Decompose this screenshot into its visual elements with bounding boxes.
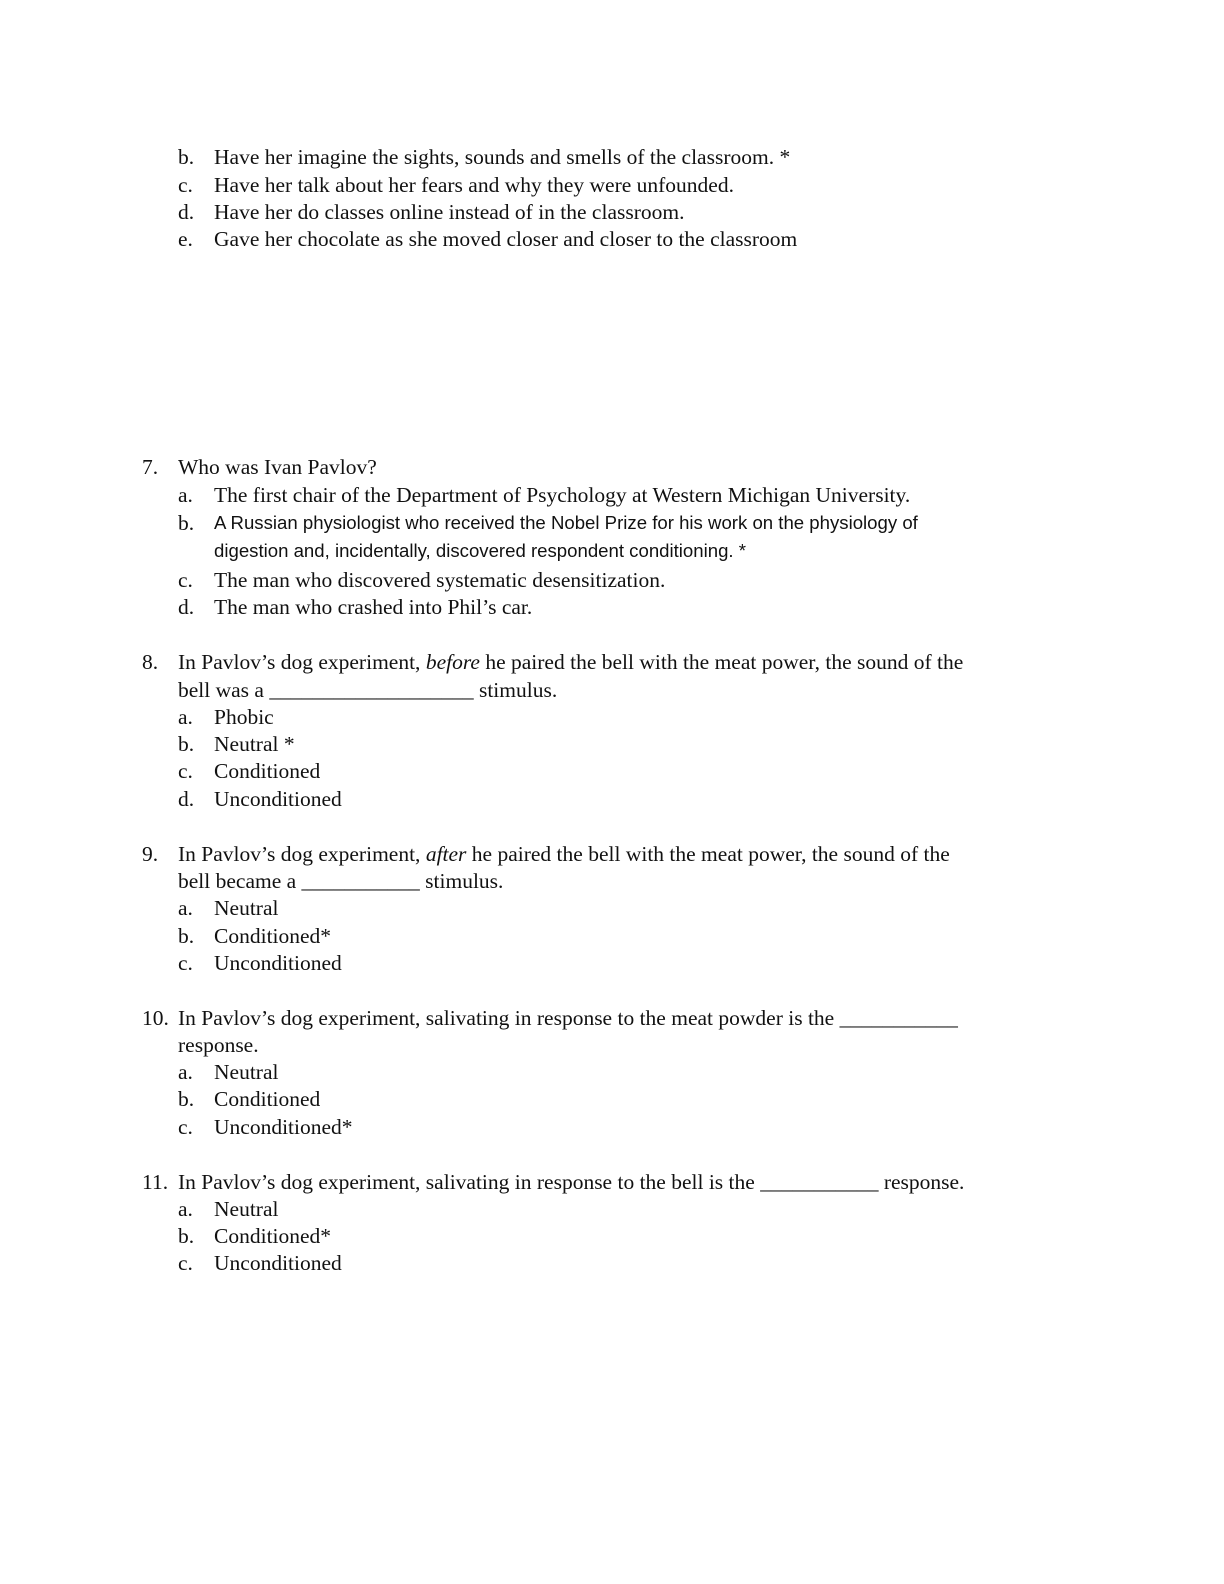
option-text: Unconditioned xyxy=(214,1251,342,1275)
stem-text: he paired the bell with the meat power, the sound of the xyxy=(466,842,950,866)
option-letter: b. xyxy=(178,1224,195,1248)
question-number: 10. xyxy=(142,1006,169,1030)
question-stem xyxy=(178,650,963,674)
option-letter: a. xyxy=(178,1060,193,1084)
option-letter: b. xyxy=(178,145,195,169)
option-letter: d. xyxy=(178,595,195,619)
option-text: The man who crashed into Phil’s car. xyxy=(214,595,533,619)
stem-emphasis: before xyxy=(425,650,480,674)
option-text: Conditioned* xyxy=(214,924,332,948)
option-letter: c. xyxy=(178,1115,193,1139)
option-text: Neutral xyxy=(214,896,279,920)
option-letter: c. xyxy=(178,1251,193,1275)
option-letter: c. xyxy=(178,759,193,783)
option-text: Unconditioned xyxy=(214,787,342,811)
option-letter: a. xyxy=(178,483,193,507)
option-text: The first chair of the Department of Psychology at Western Michigan University. xyxy=(214,483,911,507)
option-text: The man who discovered systematic desensitization. xyxy=(214,568,666,592)
option-text: Have her do classes online instead of in the classroom. xyxy=(214,200,685,224)
option-letter: b. xyxy=(178,1087,195,1111)
question-stem xyxy=(178,842,950,866)
option-letter: a. xyxy=(178,705,193,729)
question-stem: In Pavlov’s dog experiment, salivating in response to the meat powder is the ___________ xyxy=(178,1006,958,1030)
question-stem: Who was Ivan Pavlov? xyxy=(178,455,377,479)
option-text: Unconditioned xyxy=(214,951,342,975)
option-letter: d. xyxy=(178,787,195,811)
question-number: 8. xyxy=(142,650,159,674)
question-stem-continued: response. xyxy=(178,1033,259,1057)
option-letter: c. xyxy=(178,568,193,592)
option-letter: b. xyxy=(178,924,195,948)
option-text: Unconditioned* xyxy=(214,1115,353,1139)
question-number: 7. xyxy=(142,455,159,479)
option-text: Conditioned xyxy=(214,1087,321,1111)
option-letter: a. xyxy=(178,1197,193,1221)
question-stem-continued: bell was a ___________________ stimulus. xyxy=(178,678,558,702)
option-text: A Russian physiologist who received the Nobel Prize for his work on the physiology of xyxy=(214,512,918,533)
option-text: Conditioned* xyxy=(214,1224,332,1248)
option-text: Neutral * xyxy=(214,732,295,756)
option-text: Neutral xyxy=(214,1197,279,1221)
stem-emphasis: after xyxy=(425,842,467,866)
question-number: 11. xyxy=(142,1170,169,1194)
question-number: 9. xyxy=(142,842,159,866)
option-letter: b. xyxy=(178,511,195,535)
option-letter: a. xyxy=(178,896,193,920)
option-text: Have her talk about her fears and why they were unfounded. xyxy=(214,173,734,197)
option-text: Neutral xyxy=(214,1060,279,1084)
option-letter: c. xyxy=(178,173,193,197)
option-text: Have her imagine the sights, sounds and smells of the classroom. * xyxy=(214,145,791,169)
option-letter: e. xyxy=(178,227,193,251)
stem-text: he paired the bell with the meat power, the sound of the xyxy=(479,650,964,674)
option-text: Phobic xyxy=(214,705,274,729)
option-letter: d. xyxy=(178,200,195,224)
option-letter: b. xyxy=(178,732,195,756)
stem-text: In Pavlov’s dog experiment, xyxy=(178,650,426,674)
option-text: Gave her chocolate as she moved closer and closer to the classroom xyxy=(214,227,798,251)
option-letter: c. xyxy=(178,951,193,975)
question-stem-continued: bell became a ___________ stimulus. xyxy=(178,869,504,893)
stem-text: In Pavlov’s dog experiment, xyxy=(178,842,426,866)
option-text: Conditioned xyxy=(214,759,321,783)
option-text-continued: digestion and, incidentally, discovered respondent conditioning. * xyxy=(214,540,746,561)
question-stem: In Pavlov’s dog experiment, salivating in response to the bell is the ___________ response. xyxy=(178,1170,965,1194)
